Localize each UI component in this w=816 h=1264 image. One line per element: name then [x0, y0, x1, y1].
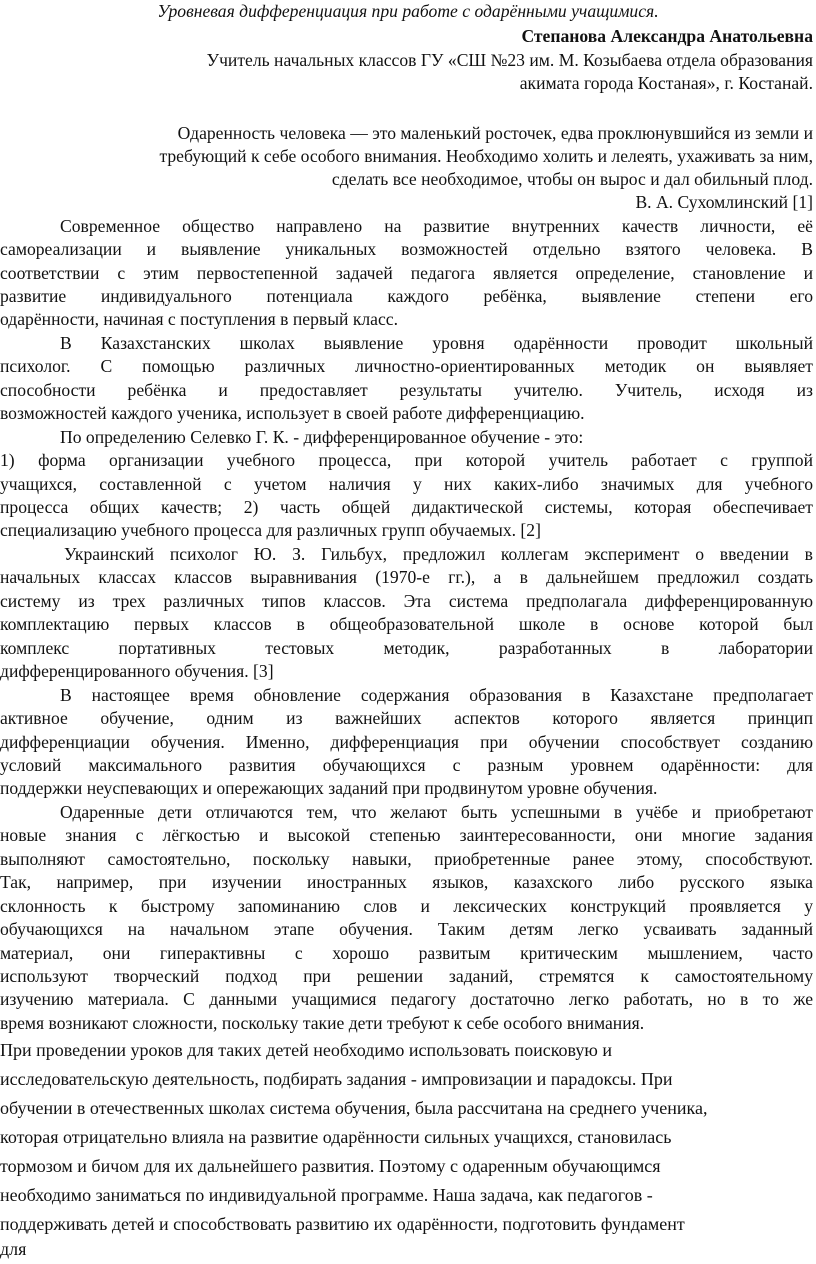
body-line: материал, они гиперактивны с хорошо развитым критическим мышлением, часто: [0, 943, 813, 963]
body-line: 1) форма организации учебного процесса, при которой учитель работает с группой: [0, 450, 813, 470]
body-line: В Казахстанских школах выявление уровня одарённости проводит школьный: [60, 333, 813, 353]
body-line: процесса общих качеств; 2) часть общей дидактической системы, которая обеспечивает: [0, 497, 813, 517]
body-line: Так, например, при изучении иностранных языков, казахского либо русского языка: [0, 872, 813, 892]
body-line: новые знания с лёгкостью и высокой степенью заинтересованности, они многие задания: [0, 825, 813, 845]
body-line: систему из трех различных типов классов. Эта система предполагала дифференцированную: [0, 591, 813, 611]
body-line: условий максимального развития обучающихся с разным уровнем одарённости: для: [0, 755, 813, 775]
body-line: развитие индивидуального потенциала каждого ребёнка, выявление степени его: [0, 286, 813, 306]
epigraph-line: требующий к себе особого внимания. Необходимо холить и лелеять, ухаживать за ним,: [159, 146, 813, 166]
body-line: поддержки неуспевающих и опережающих заданий при продвинутом уровне обучения.: [0, 778, 658, 798]
body-line: Современное общество направлено на развитие внутренних качеств личности, её: [60, 216, 813, 236]
affiliation-line: акимата города Костаная», г. Костанай.: [519, 73, 813, 93]
tail-line: обучении в отечественных школах система обучения, была рассчитана на среднего ученика,: [0, 1098, 708, 1118]
tail-line: исследовательскую деятельность, подбирать задания - импровизации и парадоксы. При: [0, 1069, 673, 1089]
author-name: Степанова Александра Анатольевна: [521, 26, 813, 46]
tail-line: для: [0, 1239, 27, 1259]
tail-line: тормозом и бичом для их дальнейшего развития. Поэтому с одаренным обучающимся: [0, 1156, 661, 1176]
body-line: начальных классах классов выравнивания (1970-е гг.), а в дальнейшем предложил создать: [0, 567, 813, 587]
body-line: комплекс портативных тестовых методик, разработанных в лаборатории: [0, 638, 813, 658]
document-title: Уровневая дифференциация при работе с одарёнными учащимися.: [157, 1, 659, 21]
body-line: обучающихся на начальном этапе обучения. Таким детям легко усваивать заданный: [0, 919, 813, 939]
body-line: соответствии с этим первостепенной задачей педагога является определение, становление и: [0, 263, 813, 283]
epigraph-line: сделать все необходимое, чтобы он вырос и дал обильный плод.: [331, 169, 813, 189]
body-line: используют творческий подход при решении заданий, стремятся к самостоятельному: [0, 966, 813, 986]
body-line: возможностей каждого ученика, использует в своей работе дифференциацию.: [0, 403, 585, 423]
tail-line: которая отрицательно влияла на развитие одарённости сильных учащихся, становилась: [0, 1127, 672, 1147]
body-line: время возникают сложности, поскольку такие дети требуют к себе особого внимания.: [0, 1013, 645, 1033]
body-line: комплектацию первых классов в общеобразовательной школе в основе которой был: [0, 614, 813, 634]
tail-line: необходимо заниматься по индивидуальной программе. Наша задача, как педагогов -: [0, 1185, 653, 1205]
body-line: В настоящее время обновление содержания образования в Казахстане предполагает: [60, 685, 813, 705]
tail-line: поддерживать детей и способствовать развитию их одарённости, подготовить фундамент: [0, 1214, 685, 1234]
body-line: Украинский психолог Ю. З. Гильбух, предложил коллегам эксперимент о введении в: [64, 544, 813, 564]
body-line: учащихся, составленной с учетом наличия у них каких-либо значимых для учебного: [0, 474, 813, 494]
body-line: дифференциации обучения. Именно, дифференциация при обучении способствует созданию: [0, 732, 813, 752]
body-line: склонность к быстрому запоминанию слов и лексических конструкций проявляется у: [0, 896, 813, 916]
affiliation-line: Учитель начальных классов ГУ «СШ №23 им. М. Козыбаева отдела образования: [206, 50, 813, 70]
body-line: дифференцированного обучения. [3]: [0, 661, 274, 681]
body-line: самореализации и выявление уникальных возможностей отдельно взятого человека. В: [0, 239, 813, 259]
body-line: специализацию учебного процесса для различных групп обучаемых. [2]: [0, 520, 541, 540]
tail-line: При проведении уроков для таких детей необходимо использовать поисковую и: [0, 1040, 612, 1060]
body-line: По определению Селевко Г. К. - дифференцированное обучение - это:: [60, 427, 584, 447]
body-line: одарённости, начиная с поступления в первый класс.: [0, 309, 398, 329]
body-line: активное обучение, одним из важнейших аспектов которого является принцип: [0, 708, 813, 728]
body-line: психолог. С помощью различных личностно-ориентированных методик он выявляет: [0, 356, 813, 376]
epigraph-source: В. А. Сухомлинский [1]: [635, 192, 813, 212]
body-line: выполняют самостоятельно, поскольку навыки, приобретенные ранее этому, способствуют.: [0, 849, 813, 869]
body-line: изучению материала. С данными учащимися педагогу достаточно легко работать, но в то же: [0, 989, 813, 1009]
body-line: способности ребёнка и предоставляет результаты учителю. Учитель, исходя из: [0, 380, 813, 400]
body-line: Одаренные дети отличаются тем, что желают быть успешными в учёбе и приобретают: [60, 802, 813, 822]
epigraph-line: Одаренность человека — это маленький росточек, едва проклюнувшийся из земли и: [177, 123, 813, 143]
